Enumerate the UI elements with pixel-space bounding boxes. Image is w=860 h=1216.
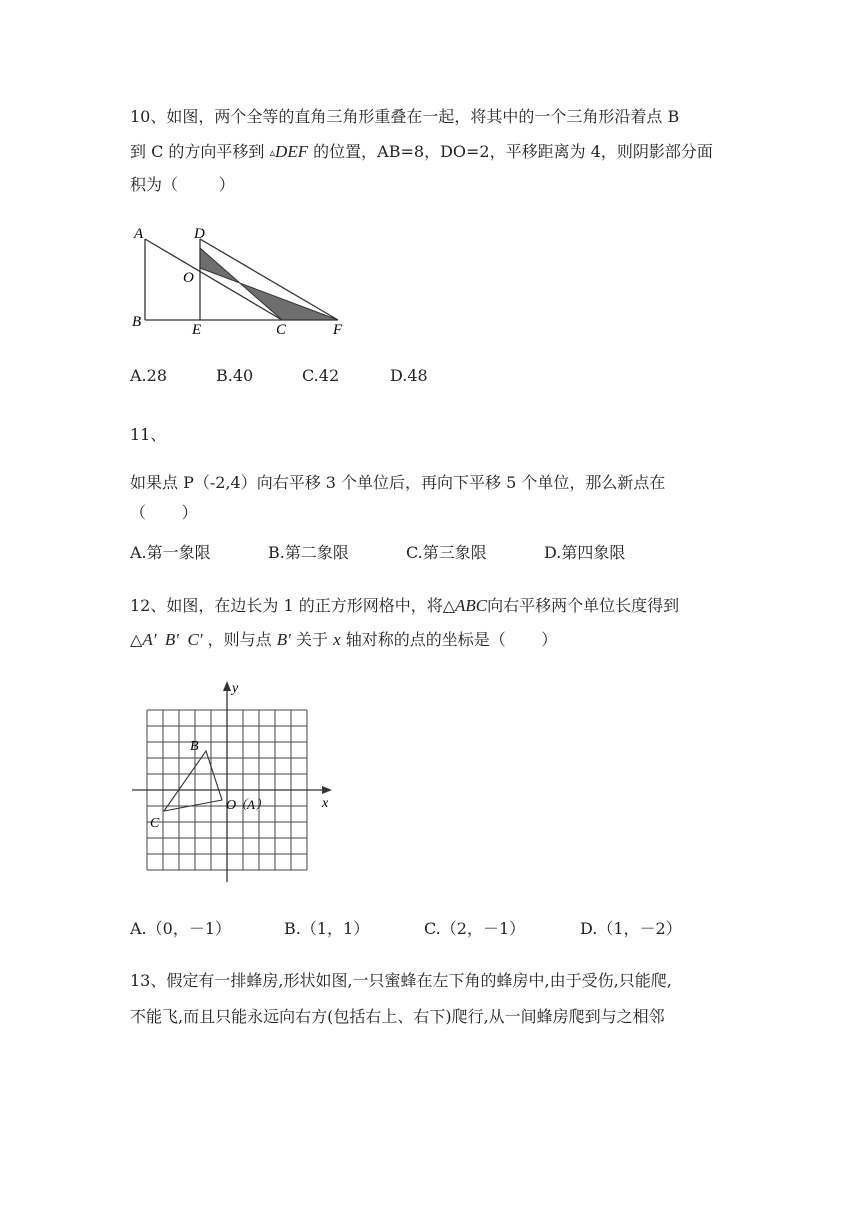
label-x: x [322, 796, 329, 811]
triangle-symbol: ▵ [269, 146, 276, 159]
q10-option-d: D.48 [390, 366, 428, 385]
q12-option-b: B.（1，1） [284, 919, 370, 938]
q12-primes: A′ B′ C′ [142, 630, 203, 649]
label-a-paren: （A） [234, 797, 268, 812]
label-b: B [132, 314, 142, 330]
q11-option-a: A.第一象限 [130, 543, 211, 562]
segment-ac [145, 239, 282, 320]
label-e: E [192, 322, 202, 338]
y-axis-arrow [223, 681, 231, 691]
q12-x: x [333, 630, 341, 649]
x-axis-arrow [322, 786, 332, 794]
q10-options [130, 366, 530, 461]
q11-options [130, 540, 730, 635]
q12-line2-d: 轴对称的点的坐标是（ ） [340, 630, 558, 649]
q12-line2 [130, 629, 557, 651]
label-y: y [232, 681, 239, 696]
label-o: O [183, 270, 194, 286]
q10-line2-a: 到 C 的方向平移到 [130, 142, 270, 161]
q10-option-b: B.40 [216, 366, 254, 385]
q12-line2-a: △ [130, 630, 143, 649]
q12-options [130, 916, 770, 1011]
q11-option-b: B.第二象限 [268, 543, 349, 562]
q10-line2-b: 的位置，AB=8，DO=2，平移距离为 4，则阴影部分面 [308, 142, 713, 161]
q10-option-a: A.28 [130, 366, 167, 385]
q11-number: 11、 [130, 425, 167, 444]
label-d: D [194, 226, 205, 242]
q12-bprime: B′ [276, 630, 291, 649]
q11-option-d: D.第四象限 [544, 543, 626, 562]
label-c: C [150, 816, 160, 831]
q12-option-a: A.（0，－1） [130, 919, 232, 938]
q11-option-c: C.第三象限 [406, 543, 487, 562]
q12-option-d: D.（1，－2） [580, 919, 682, 938]
q12-line1-a: 12、如图，在边长为 1 的正方形网格中，将△ [130, 596, 456, 615]
q12-figure [128, 676, 338, 886]
q10-line3: 积为（ ） [130, 175, 235, 194]
label-f: F [333, 322, 343, 338]
q10-line1: 10、如图，两个全等的直角三角形重叠在一起，将其中的一个三角形沿着点 B [130, 107, 680, 126]
q10-line2 [130, 141, 713, 164]
q11-line1: 如果点 P（-2,4）向右平移 3 个单位后，再向下平移 5 个单位，那么新点在 [130, 473, 666, 492]
q13-line2: 不能飞,而且只能永远向右方(包括右上、右下)爬行,从一间蜂房爬到与之相邻 [130, 1007, 665, 1026]
q12-line1-b: 向右平移两个单位长度得到 [487, 596, 680, 615]
triangle-abc [164, 751, 222, 811]
q13-line1: 13、假定有一排蜂房,形状如图,一只蜜蜂在左下角的蜂房中,由于受伤,只能爬, [130, 971, 672, 990]
label-b: B [190, 739, 199, 754]
label-c: C [276, 322, 287, 338]
label-a: A [134, 226, 144, 242]
label-o: O [226, 798, 237, 813]
q12-line2-c: 关于 [290, 630, 334, 649]
q12-line2-b: ，则与点 [202, 630, 277, 649]
q12-line1 [130, 595, 679, 617]
q12-option-c: C.（2，－1） [424, 919, 526, 938]
q10-figure [128, 222, 368, 342]
q12-abc: ABC [455, 596, 488, 615]
q10-def: DEF [275, 142, 309, 161]
q10-option-c: C.42 [302, 366, 340, 385]
q11-line2: （ ） [130, 503, 198, 522]
